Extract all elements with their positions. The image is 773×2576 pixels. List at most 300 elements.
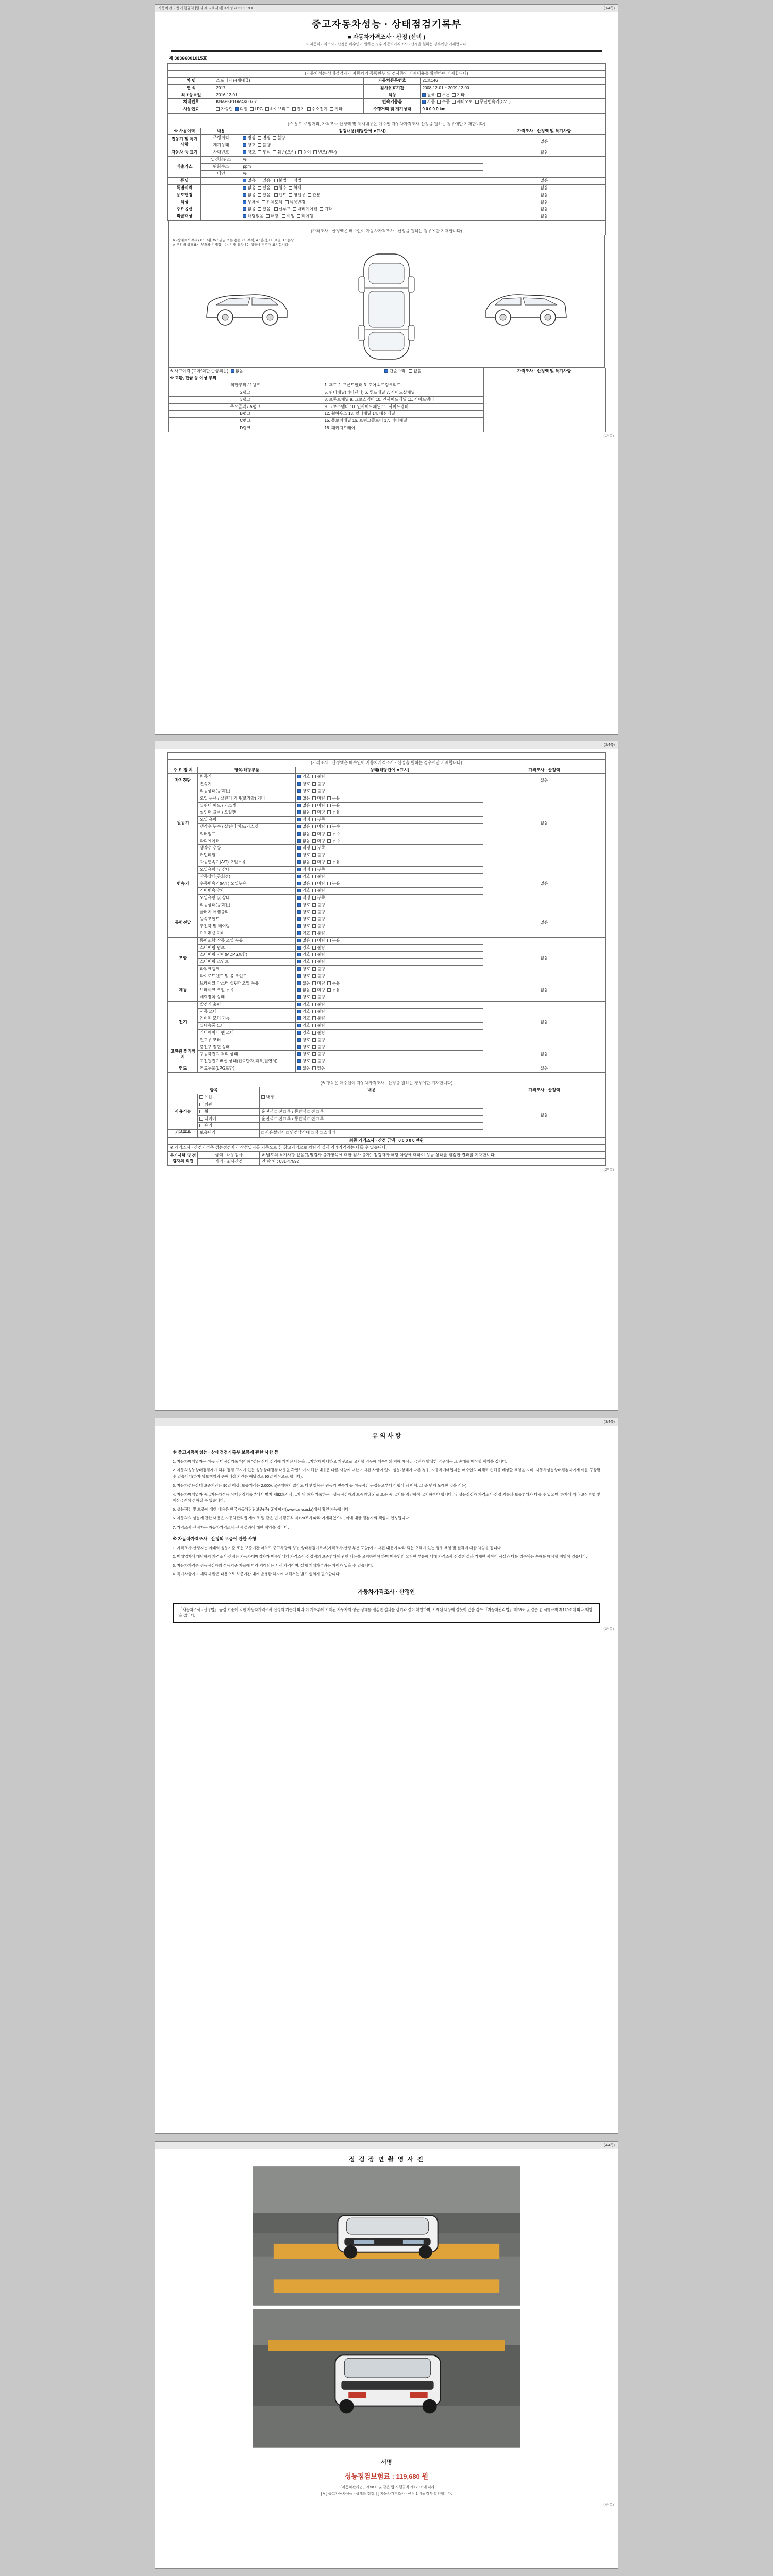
row-cat-emission: 배출가스 <box>168 156 201 177</box>
checkbox-tuning-legal[interactable] <box>289 179 292 182</box>
checkbox-불량[interactable] <box>312 903 316 907</box>
declaration-text: 「자동차조사 · 산정법」 규정 기준에 의한 자동차가격조사·산정의 기준에 따라 이 기록부에 기재된 자동차의 성능·상태를 점검한 결과를 상기와 같이 확인하며, 기재된 내용에 잘못이 있을 경우 「자동차관리법」 제58조 및 같은 법 시행규칙 제120조에 따라 책임을 집니다. <box>179 1607 593 1618</box>
checkbox-없음[interactable] <box>297 804 301 807</box>
detail-item-options <box>296 894 483 902</box>
detail-item-label: 타이로드엔드 및 볼 조인트 <box>198 973 296 980</box>
checkbox-미량[interactable] <box>312 988 316 992</box>
etc-value-glass <box>260 1123 483 1130</box>
detail-opt-label: 미량 <box>317 881 328 886</box>
detail-opt-label: 미량 <box>317 824 328 829</box>
row-val-co <box>241 156 483 163</box>
detail-group-right-6: 없음 <box>483 1001 605 1044</box>
basic-info-table <box>167 63 605 114</box>
checkbox-양호[interactable] <box>297 853 301 857</box>
detail-group-right-5: 없음 <box>483 980 605 1001</box>
notice-item-2: 3. 자동차성능상태 보증기간은 90일 이상, 보증거리는 2,000km(운행하지 않아도 다섯 항목은 원동기 변속기 등 성능점검 근접물로부터 이행이 되 어휘, 그 중 먼저 도래한 것을 적용) <box>173 1483 467 1488</box>
checkbox-불량[interactable] <box>312 946 316 950</box>
checkbox-usechange-none[interactable] <box>243 193 246 197</box>
label-transmission: 변속기종류 <box>364 99 421 106</box>
checkbox-options-none[interactable] <box>243 207 246 211</box>
checkbox-불량[interactable] <box>312 917 316 921</box>
detail-item-label: 라디에이터 팬 모터 <box>198 1030 296 1037</box>
checkbox-미량[interactable] <box>312 825 316 828</box>
checkbox-불량[interactable] <box>312 960 316 963</box>
checkbox-fuel-ev[interactable] <box>292 107 296 111</box>
simple-repair-label: 단순수리 <box>389 368 406 374</box>
notice-title: 유 의 사 항 <box>372 1432 401 1439</box>
checkbox-paint-none[interactable] <box>243 200 246 204</box>
detail-opt-label: 미량 <box>317 980 328 986</box>
detail-opt-label: 불량 <box>317 774 328 779</box>
checkbox-usechange-gov[interactable] <box>308 193 311 197</box>
checkbox-양호[interactable] <box>297 974 301 978</box>
checkbox-누유[interactable] <box>327 860 331 864</box>
checkbox-양호[interactable] <box>297 946 301 950</box>
page2-code <box>158 742 159 748</box>
detail-opt-label: 불량 <box>317 952 328 957</box>
detail-opt-label: 불량 <box>317 782 328 787</box>
checkbox-미량[interactable] <box>312 981 316 985</box>
detail-opt-label: 양호 <box>302 959 313 964</box>
checkbox-양호[interactable] <box>297 1031 301 1035</box>
header-divider <box>171 50 602 52</box>
row-opts-recall <box>241 213 483 221</box>
checkbox-누수[interactable] <box>327 839 331 843</box>
checkbox-trans-cvt[interactable] <box>475 100 479 104</box>
checkbox-tuning-none[interactable] <box>243 179 246 182</box>
checkbox-양호[interactable] <box>297 1045 301 1049</box>
etc-value-standard: □ 사용설명서 □ 안전삼각대 □ 잭 □ 스패너 <box>260 1130 483 1137</box>
label-color: 색상 <box>364 92 421 99</box>
page3-code <box>158 1419 159 1425</box>
opt-gauge-1: 불량 <box>262 143 271 148</box>
detail-opt-label: 미량 <box>317 810 328 815</box>
row-item-hc: 탄화수소 <box>201 163 241 171</box>
checkbox-special-fire[interactable] <box>289 186 292 190</box>
detail-row <box>168 1044 605 1051</box>
checkbox-없음[interactable] <box>297 939 301 942</box>
detail-opt-label: 양호 <box>302 966 313 971</box>
checkbox-누유[interactable] <box>327 882 331 885</box>
detail-item-label: 원동기 <box>198 774 296 781</box>
detail-opt-label: 양호 <box>302 952 313 957</box>
checkbox-미량[interactable] <box>312 939 316 942</box>
checkbox-fuel-gasoline[interactable] <box>216 107 220 111</box>
checkbox-불량[interactable] <box>312 1024 316 1027</box>
photo-bottom-note <box>155 2484 618 2501</box>
checkbox-color-solid[interactable] <box>422 93 426 97</box>
detail-opt-label: 누수 <box>332 831 343 836</box>
checkbox-gauge-bad[interactable] <box>258 143 261 147</box>
detail-group-right-4: 없음 <box>483 937 605 980</box>
checkbox-mileage-changed[interactable] <box>258 136 261 140</box>
checkbox-simple-repair-yes[interactable] <box>409 369 412 373</box>
detail-item-options <box>296 888 483 895</box>
checkbox-불량[interactable] <box>312 1052 316 1056</box>
detail-item-label: 브레이크 오일 누유 <box>198 987 296 994</box>
checkbox-special-none[interactable] <box>243 186 246 190</box>
detail-item-options <box>296 952 483 959</box>
checkbox-양호[interactable] <box>297 789 301 793</box>
declaration-title: 자동차가격조사 · 산정인 <box>358 1588 415 1595</box>
etc-right-value: 없음 <box>483 1094 605 1137</box>
detail-item-options <box>296 1037 483 1044</box>
row-cat-recall: 리콜대상 <box>168 213 201 221</box>
etc-wheel-text: 휠 <box>204 1109 209 1114</box>
checkbox-hydraulic-none[interactable] <box>199 1095 203 1099</box>
detail-group-5: 제동 <box>168 980 198 1001</box>
checkbox-불량[interactable] <box>312 1003 316 1006</box>
detail-opt-label: 양호 <box>302 1044 313 1049</box>
checkbox-paint-full[interactable] <box>262 200 265 204</box>
page-1 <box>155 4 618 735</box>
fuel-opt-4: 전기 <box>296 107 305 112</box>
checkbox-tuning-yes[interactable] <box>258 179 261 182</box>
detail-item-label: 라디에이터 <box>198 838 296 845</box>
opt-paint-2: 색상변경 <box>289 199 306 205</box>
value-transmission <box>421 99 605 106</box>
row-val-hc <box>241 163 483 171</box>
checkbox-적정[interactable] <box>297 868 301 871</box>
detail-opt-label: 미량 <box>317 938 328 943</box>
checkbox-누유[interactable] <box>327 810 331 814</box>
checkbox-paint-change[interactable] <box>285 200 289 204</box>
checkbox-양호[interactable] <box>297 910 301 914</box>
checkbox-vin-corrode[interactable] <box>258 150 261 154</box>
row-cat-special: 특별이력 <box>168 185 201 192</box>
detail-opt-label: 없음 <box>302 824 313 829</box>
checkbox-양호[interactable] <box>297 875 301 878</box>
detail-item-options <box>296 944 483 952</box>
notice-heading-1: ※ 중고자동차성능 · 상태점검기록부 보증에 관한 사항 등 <box>173 1450 279 1455</box>
detail-row <box>168 1001 605 1008</box>
checkbox-양호[interactable] <box>297 953 301 956</box>
row-opts-gauge <box>241 142 483 149</box>
checkbox-없음[interactable] <box>297 860 301 864</box>
etc-value-exterior <box>260 1101 483 1109</box>
row-cat-tuning: 튜닝 <box>168 178 201 185</box>
checkbox-부족[interactable] <box>312 896 316 900</box>
final-price-amount: 0 0 0 0 0 만원 <box>398 1138 424 1143</box>
checkbox-vin-mod[interactable] <box>313 150 317 154</box>
checkbox-미량[interactable] <box>312 832 316 836</box>
checkbox-미량[interactable] <box>312 839 316 843</box>
checkbox-누유[interactable] <box>327 804 331 807</box>
detail-item-options <box>296 994 483 1002</box>
checkbox-fuel-lpg[interactable] <box>250 107 254 111</box>
row-opts-vin-mark <box>241 149 483 157</box>
detail-item-label: 스티어링 기어(MDPS포함) <box>198 952 296 959</box>
signature-label: 서명 <box>169 2452 604 2468</box>
row-item-options <box>201 206 241 213</box>
detail-item-options <box>296 923 483 930</box>
sub-options-0: 선루프 <box>278 207 291 212</box>
checkbox-양호[interactable] <box>297 1038 301 1042</box>
checkbox-simple-repair-none[interactable] <box>384 369 388 373</box>
page-subtitle: ■ 자동차가격조사 · 산정 (선택 ) <box>348 34 425 40</box>
etc-cat-usable: 사용가능 <box>168 1094 198 1130</box>
detail-opt-label: 양호 <box>302 995 313 1000</box>
checkbox-없음[interactable] <box>297 825 301 828</box>
checkbox-부족[interactable] <box>312 868 316 871</box>
checkbox-불량[interactable] <box>312 1031 316 1035</box>
checkbox-미량[interactable] <box>312 860 316 864</box>
checkbox-양호[interactable] <box>297 1003 301 1006</box>
etc-info-table <box>167 1073 605 1137</box>
detail-item-label: 파워크랭크 <box>198 965 296 973</box>
checkbox-부족[interactable] <box>312 846 316 850</box>
sub-usechange-2: 관용 <box>312 192 321 197</box>
checkbox-불량[interactable] <box>312 1045 316 1049</box>
checkbox-없음[interactable] <box>297 839 301 843</box>
inspection-photo-rear <box>253 2309 520 2448</box>
page4-topbar <box>155 2142 618 2149</box>
detail-opt-label: 양호 <box>302 917 313 922</box>
checkbox-없음[interactable] <box>297 981 301 985</box>
opt-paint-0: 무채색 <box>247 199 260 205</box>
fuel-opt-2: LPG <box>255 107 263 112</box>
detail-item-label: 냉각수 수량 <box>198 845 296 852</box>
checkbox-적정[interactable] <box>297 818 301 821</box>
checkbox-불량[interactable] <box>312 953 316 956</box>
checkbox-누유[interactable] <box>327 796 331 800</box>
checkbox-없음[interactable] <box>297 832 301 836</box>
checkbox-누유[interactable] <box>327 981 331 985</box>
checkbox-mileage-normal[interactable] <box>243 136 246 140</box>
detail-opt-label: 부족 <box>317 895 328 900</box>
checkbox-불량[interactable] <box>312 1038 316 1042</box>
basic-section-note: (자동차성능·상태점검자가 자동차의 등록원부 및 검사증의 기재내용을 확인하여 기재합니다) <box>168 71 605 78</box>
checkbox-불량[interactable] <box>312 931 316 935</box>
checkbox-불량[interactable] <box>312 924 316 928</box>
detail-opt-label: 없음 <box>302 838 313 843</box>
checkbox-options-yes[interactable] <box>258 207 261 211</box>
detail-item-options <box>296 1008 483 1015</box>
checkbox-vin-good[interactable] <box>243 150 246 154</box>
checkbox-불량[interactable] <box>312 1010 316 1013</box>
detail-rows-body <box>168 774 605 1072</box>
checkbox-불량[interactable] <box>312 889 316 892</box>
checkbox-usechange-yes[interactable] <box>258 193 261 197</box>
checkbox-누유[interactable] <box>327 939 331 942</box>
checkbox-accident-none[interactable] <box>231 369 234 373</box>
checkbox-누수[interactable] <box>327 825 331 828</box>
checkbox-미량[interactable] <box>312 796 316 800</box>
value-vin: KNAPK81GM4K00751 <box>214 99 364 106</box>
checkbox-양호[interactable] <box>297 1059 301 1063</box>
overall-col-2: 내용 <box>201 128 241 135</box>
row-opts-mileage <box>241 135 483 142</box>
checkbox-options-navi[interactable] <box>293 207 296 211</box>
photo-section-title: 점 검 장 면 촬 영 사 진 <box>348 2156 425 2163</box>
detail-opt-label: 없음 <box>302 795 313 801</box>
checkbox-vin-damage[interactable] <box>273 150 276 154</box>
row-opts-tuning <box>241 178 483 185</box>
detail-item-label: 워터펌프 <box>198 831 296 838</box>
etc-value-tire: 운전석 □ 전 □ 후 / 동반석 □ 전 □ 후 <box>260 1115 483 1123</box>
detail-opt-label: 불량 <box>317 1009 328 1014</box>
detail-opt-label: 불량 <box>317 909 328 914</box>
checkbox-recall-yes[interactable] <box>266 214 270 218</box>
checkbox-fuel-hydrogen[interactable] <box>307 107 311 111</box>
page-header-note: ※ 자동차가격조사 · 산정은 매수인이 원하는 경우 자동차가격조사 · 산정을 원하는 경우에만 기재합니다. <box>306 43 467 46</box>
checkbox-없음[interactable] <box>297 882 301 885</box>
etc-label-exterior <box>198 1101 260 1109</box>
checkbox-vin-diff[interactable] <box>298 150 302 154</box>
checkbox-누수[interactable] <box>327 832 331 836</box>
checkbox-양호[interactable] <box>297 967 301 971</box>
checkbox-불량[interactable] <box>312 853 316 857</box>
checkbox-wheel[interactable] <box>199 1110 203 1113</box>
detail-opt-label: 양호 <box>302 1009 313 1014</box>
detail-section-note: (가격조사 · 산정액은 매수인이 자동차가격조사 · 산정을 원하는 경우에만 기재합니다) <box>168 759 605 767</box>
checkbox-양호[interactable] <box>297 960 301 963</box>
detail-item-options <box>296 1001 483 1008</box>
checkbox-trans-manual[interactable] <box>437 100 441 104</box>
checkbox-불량[interactable] <box>312 789 316 793</box>
notice-item-0: 1. 자동차매매업자는 성능·상태점검기록부(이하 "성능·상태 점검에 기재된 내용을 고지하지 아니하고 거짓으로 고지할 경우에 매수인의 피해 예상금 금액가 발생한 경우에는 그 손해를 배상할 책임을 집니다. <box>173 1459 507 1464</box>
detail-item-label: 작동상태(공회전) <box>198 902 296 909</box>
checkbox-trans-auto[interactable] <box>422 100 426 104</box>
detail-item-label: 실내송풍 모터 <box>198 1023 296 1030</box>
detail-item-options <box>296 1030 483 1037</box>
detail-opt-label: 미량 <box>317 795 328 801</box>
checkbox-special-yes[interactable] <box>258 186 261 190</box>
detail-item-options <box>296 965 483 973</box>
checkbox-recall-notdone[interactable] <box>297 214 300 218</box>
checkbox-recall-done[interactable] <box>282 214 285 218</box>
detail-opt-label: 없음 <box>302 810 313 815</box>
checkbox-없음[interactable] <box>297 810 301 814</box>
sub-usechange-0: 렌트 <box>278 192 287 197</box>
detail-group-1: 원동기 <box>168 788 198 859</box>
row-item-vin-mark: 차대번호 <box>201 149 241 157</box>
detail-group-0: 자기진단 <box>168 774 198 788</box>
checkbox-없음[interactable] <box>297 988 301 992</box>
checkbox-양호[interactable] <box>297 1024 301 1027</box>
checkbox-없음[interactable] <box>297 1066 301 1070</box>
bottom-note-line1: 「자동차관리법」제58조 및 같은 법 시행규칙 제120조에 따라 <box>338 2486 435 2489</box>
checkbox-options-etc[interactable] <box>320 207 323 211</box>
value-mileage: 0 0 0 0 0 km <box>421 106 605 113</box>
notice-item-6: 7. 가격조사·산정자는 자동차가격조사·산정 결과에 대한 책임을 집니다. <box>173 1524 289 1530</box>
checkbox-불량[interactable] <box>312 875 316 878</box>
panel-rank-0: 외판부위 / 1랭크 <box>168 382 323 389</box>
checkbox-color-twotone[interactable] <box>437 93 441 97</box>
etc-col-1: 항목 <box>168 1087 260 1094</box>
checkbox-불량[interactable] <box>312 910 316 914</box>
checkbox-fuel-diesel[interactable] <box>235 107 239 111</box>
checkbox-recall-na[interactable] <box>243 214 246 218</box>
panel-head: ※ 교환, 판금 등 이상 부위 <box>168 375 483 382</box>
checkbox-양호[interactable] <box>297 1052 301 1056</box>
page-mark-4: (4/4쪽) <box>603 2144 615 2147</box>
checkbox-gauge-good[interactable] <box>243 143 246 147</box>
detail-opt-label: 누유 <box>332 803 343 808</box>
checkbox-불량[interactable] <box>312 775 316 778</box>
detail-item-label: 오일 누유 / 실린더 커버(로커암) 커버 <box>198 795 296 802</box>
detail-section-title: 자동차 세부상태 <box>168 753 605 760</box>
detail-opt-label: 미량 <box>317 803 328 808</box>
checkbox-부족[interactable] <box>312 818 316 821</box>
sub-options-1: 내비게이션 <box>297 207 317 212</box>
etc-interior-text: 내장 <box>266 1095 274 1100</box>
checkbox-양호[interactable] <box>297 1016 301 1020</box>
checkbox-양호[interactable] <box>297 924 301 928</box>
sub-special-1: 화재 <box>293 185 301 191</box>
checkbox-미량[interactable] <box>312 810 316 814</box>
detail-opt-label: 불량 <box>317 1037 328 1042</box>
checkbox-tire[interactable] <box>199 1117 203 1121</box>
opt-tuning-1: 있음 <box>262 178 271 183</box>
checkbox-usechange-rent[interactable] <box>274 193 278 197</box>
checkbox-interior[interactable] <box>261 1095 265 1099</box>
detail-item-label: 윈도우 모터 <box>198 1037 296 1044</box>
checkbox-적정[interactable] <box>297 846 301 850</box>
checkbox-불량[interactable] <box>312 782 316 786</box>
checkbox-누유[interactable] <box>327 988 331 992</box>
opt-recall-2: 이행 <box>287 214 295 219</box>
checkbox-options-sunroof[interactable] <box>274 207 278 211</box>
checkbox-fuel-hybrid[interactable] <box>265 107 269 111</box>
checkbox-color-etc[interactable] <box>452 93 456 97</box>
car-top-view <box>350 250 423 363</box>
checkbox-없음[interactable] <box>297 796 301 800</box>
detail-opt-label: 누유 <box>332 980 343 986</box>
opt-tuning-0: 없음 <box>247 178 256 183</box>
checkbox-불량[interactable] <box>312 995 316 999</box>
simple-repair <box>323 368 483 375</box>
checkbox-trans-semi[interactable] <box>452 100 456 104</box>
detail-row <box>168 980 605 987</box>
checkbox-불량[interactable] <box>312 967 316 971</box>
checkbox-fuel-etc[interactable] <box>330 107 333 111</box>
checkbox-불량[interactable] <box>312 1016 316 1020</box>
diagram-legend-1: ※ (상태표시 부호) X : 교환, W : 판금 또는 용접, C : 부식, A : 흠집, U : 요철, T : 손상 <box>173 238 294 242</box>
detail-item-label: 클러치 어셈블리 <box>198 909 296 916</box>
checkbox-미량[interactable] <box>312 882 316 885</box>
checkbox-불량[interactable] <box>312 1059 316 1063</box>
checkbox-양호[interactable] <box>297 931 301 935</box>
checkbox-양호[interactable] <box>297 995 301 999</box>
etc-cat-standard: 기본품목 <box>168 1130 198 1137</box>
checkbox-mileage-bad[interactable] <box>273 136 276 140</box>
label-inspection-period: 검사유효기간 <box>364 84 421 92</box>
checkbox-양호[interactable] <box>297 917 301 921</box>
checkbox-glass[interactable] <box>199 1124 203 1127</box>
checkbox-양호[interactable] <box>297 775 301 778</box>
checkbox-양호[interactable] <box>297 782 301 786</box>
opt-options-0: 없음 <box>247 207 256 212</box>
page4-code <box>158 2143 159 2148</box>
checkbox-tuning-illegal[interactable] <box>274 179 278 182</box>
form-code: 자동차관리법 시행규칙 [별지 제82호서식] <개정 2021.1.19.> <box>158 7 254 10</box>
etc-section-note: (※ 항목은 매수인이 자동차가격조사 · 산정을 원하는 경우에만 기재합니다) <box>168 1080 605 1087</box>
checkbox-미량[interactable] <box>312 804 316 807</box>
checkbox-special-flood[interactable] <box>274 186 278 190</box>
checkbox-usechange-biz[interactable] <box>289 193 292 197</box>
detail-item-options <box>296 866 483 873</box>
checkbox-불량[interactable] <box>312 974 316 978</box>
checkbox-양호[interactable] <box>297 889 301 892</box>
checkbox-있음[interactable] <box>312 1066 316 1070</box>
checkbox-exterior[interactable] <box>199 1103 203 1106</box>
photo-area <box>253 2166 520 2448</box>
checkbox-양호[interactable] <box>297 1010 301 1013</box>
checkbox-적정[interactable] <box>297 896 301 900</box>
remarks-text-0: ※ 별도의 특기사항 없음(정밀검사 불가항목에 대한 검사 불가), 점검자가 해당 차량에 대하여 성능·상태를 점검한 결과를 기재합니다. <box>260 1151 605 1159</box>
checkbox-양호[interactable] <box>297 903 301 907</box>
